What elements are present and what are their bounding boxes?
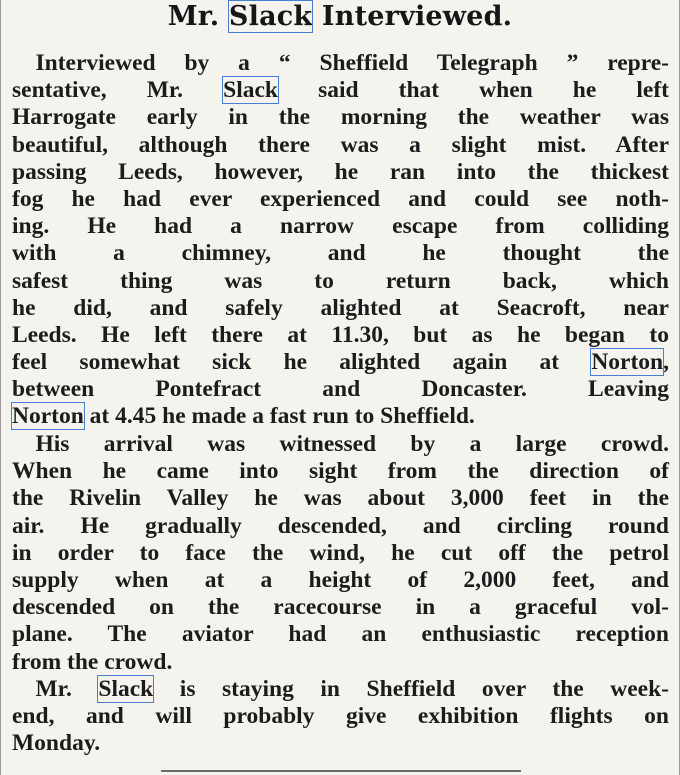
paragraph-3 [12, 676, 669, 758]
text-line: ing. He had a narrow escape from colliding [12, 213, 669, 240]
text-line: between Pontefract and Doncaster. Leaving [12, 376, 669, 403]
text-line: Interviewed by a “ Sheffield Telegraph ” repre- [12, 50, 669, 76]
footer-rule [161, 770, 521, 772]
highlighted-term: Slack [223, 77, 278, 104]
text-line: When he came into sight from the direction of [12, 458, 669, 485]
text-line: air. He gradually descended, and circling round [12, 512, 669, 539]
text-line: he did, and safely alighted at Seacroft, near [12, 294, 669, 321]
text-line: in order to face the wind, he cut off the petrol [12, 539, 669, 566]
headline-highlight-slack: Slack [228, 1, 313, 32]
headline [1, 2, 679, 32]
highlighted-term: Norton [12, 403, 84, 430]
text-line: Harrogate early in the morning the weather was [12, 104, 669, 131]
text-line: Leeds. He left there at 11.30, but as he began to [12, 321, 669, 348]
text-line: Norton at 4.45 he made a fast run to Sheffield. [12, 403, 475, 430]
text-line: safest thing was to return back, which [12, 267, 669, 294]
text-line: descended on the racecourse in a graceful vol- [12, 594, 669, 621]
text-line: fog he had ever experienced and could see noth- [12, 185, 669, 212]
text-line: with a chimney, and he thought the [12, 240, 669, 267]
paragraph-1 [12, 50, 669, 431]
headline-pre: Mr. [167, 1, 229, 32]
highlighted-term: Slack [98, 676, 154, 702]
paragraph-2 [12, 431, 669, 676]
text-line: plane. The aviator had an enthusiastic reception [12, 621, 669, 648]
text-line: Mr. Slack is staying in Sheffield over the week- [12, 676, 669, 702]
text-line: from the crowd. [12, 648, 173, 675]
headline-post: Interviewed. [312, 1, 513, 32]
text-line: feel somewhat sick he alighted again at Norton, [12, 349, 669, 376]
text-line: beautiful, although there was a slight mist. After [12, 131, 669, 158]
text-line: passing Leeds, however, he ran into the thickest [12, 158, 669, 185]
text-line: His arrival was witnessed by a large crowd. [12, 431, 669, 457]
text-line: Monday. [12, 730, 101, 757]
text-line: sentative, Mr. Slack said that when he left [12, 77, 669, 104]
text-line: the Rivelin Valley he was about 3,000 feet in the [12, 485, 669, 512]
text-line: supply when at a height of 2,000 feet, and [12, 566, 669, 593]
text-line: end, and will probably give exhibition flights on [12, 703, 669, 730]
highlighted-term: Norton [591, 349, 664, 376]
